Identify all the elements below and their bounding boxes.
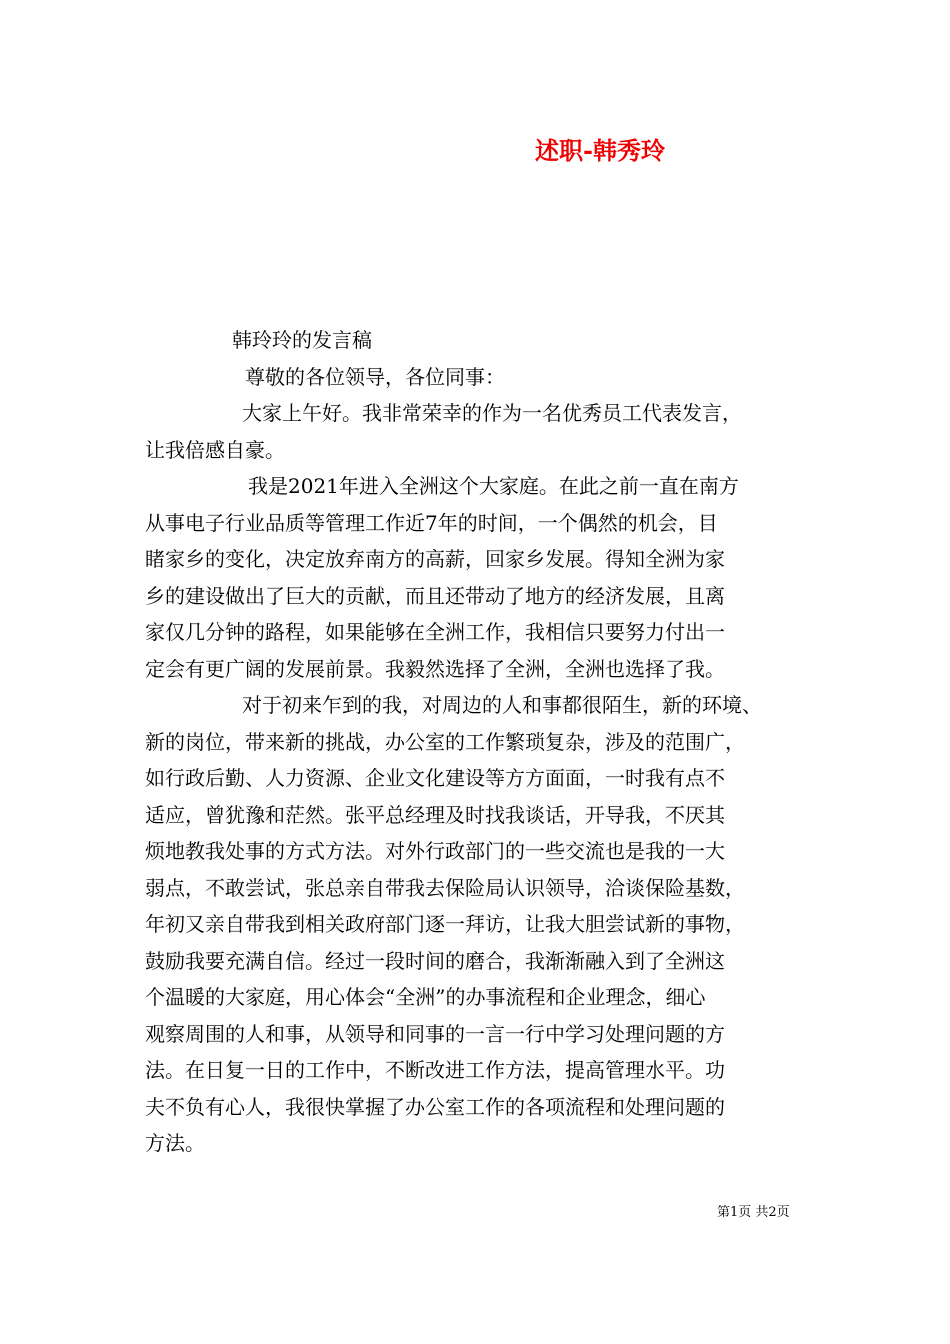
paragraph-3-line: 对于初来乍到的我，对周边的人和事都很陌生，新的环境、 — [242, 693, 762, 717]
paragraph-2-line: 家仅几分钟的路程，如果能够在全洲工作，我相信只要努力付出一 — [145, 620, 725, 644]
paragraph-3-line: 烦地教我处事的方式方法。对外行政部门的一些交流也是我的一大 — [145, 839, 725, 863]
paragraph-3-line: 如行政后勤、人力资源、企业文化建设等方方面面，一时我有点不 — [145, 766, 725, 790]
paragraph-2-line: 睹家乡的变化，决定放弃南方的高薪，回家乡发展。得知全洲为家 — [145, 547, 725, 571]
paragraph-3-line: 个温暖的大家庭，用心体会“全洲”的办事流程和企业理念，细心 — [145, 985, 706, 1009]
paragraph-3-line: 法。在日复一日的工作中，不断改进工作方法，提高管理水平。功 — [145, 1058, 725, 1082]
paragraph-3-line: 年初又亲自带我到相关政府部门逐一拜访，让我大胆尝试新的事物， — [145, 912, 745, 936]
paragraph-1-line: 大家上午好。我非常荣幸的作为一名优秀员工代表发言， — [242, 401, 742, 425]
paragraph-3-line: 方法。 — [145, 1131, 205, 1155]
paragraph-2-line: 从事电子行业品质等管理工作近7年的时间，一个偶然的机会，目 — [145, 510, 718, 535]
document-title: 述职-韩秀玲 — [535, 136, 665, 165]
page-number-footer: 第1页 共2页 — [717, 1205, 790, 1220]
paragraph-2-line: 我是2021年进入全洲这个大家庭。在此之前一直在南方 — [248, 474, 739, 498]
paragraph-2-line: 定会有更广阔的发展前景。我毅然选择了全洲，全洲也选择了我。 — [145, 656, 725, 681]
paragraph-3-line: 夫不负有心人，我很快掌握了办公室工作的各项流程和处理问题的 — [145, 1094, 725, 1119]
paragraph-3-line: 观察周围的人和事，从领导和同事的一言一行中学习处理问题的方 — [145, 1021, 725, 1046]
document-body — [145, 322, 810, 1162]
paragraph-1-line: 让我倍感自豪。 — [145, 437, 285, 462]
paragraph-3-line: 弱点，不敢尝试，张总亲自带我去保险局认识领导，洽谈保险基数， — [145, 875, 745, 900]
salutation: 尊敬的各位领导，各位同事： — [245, 364, 505, 389]
paragraph-3-line: 适应，曾犹豫和茫然。张平总经理及时找我谈话，开导我，不厌其 — [145, 802, 725, 827]
paragraph-3-line: 鼓励我要充满自信。经过一段时间的磨合，我渐渐融入到了全洲这 — [145, 948, 725, 973]
paragraph-3-line: 新的岗位，带来新的挑战，办公室的工作繁琐复杂，涉及的范围广， — [145, 729, 745, 754]
paragraph-2-line: 乡的建设做出了巨大的贡献，而且还带动了地方的经济发展，且离 — [145, 583, 725, 608]
speech-heading: 韩玲玲的发言稿 — [232, 328, 372, 352]
